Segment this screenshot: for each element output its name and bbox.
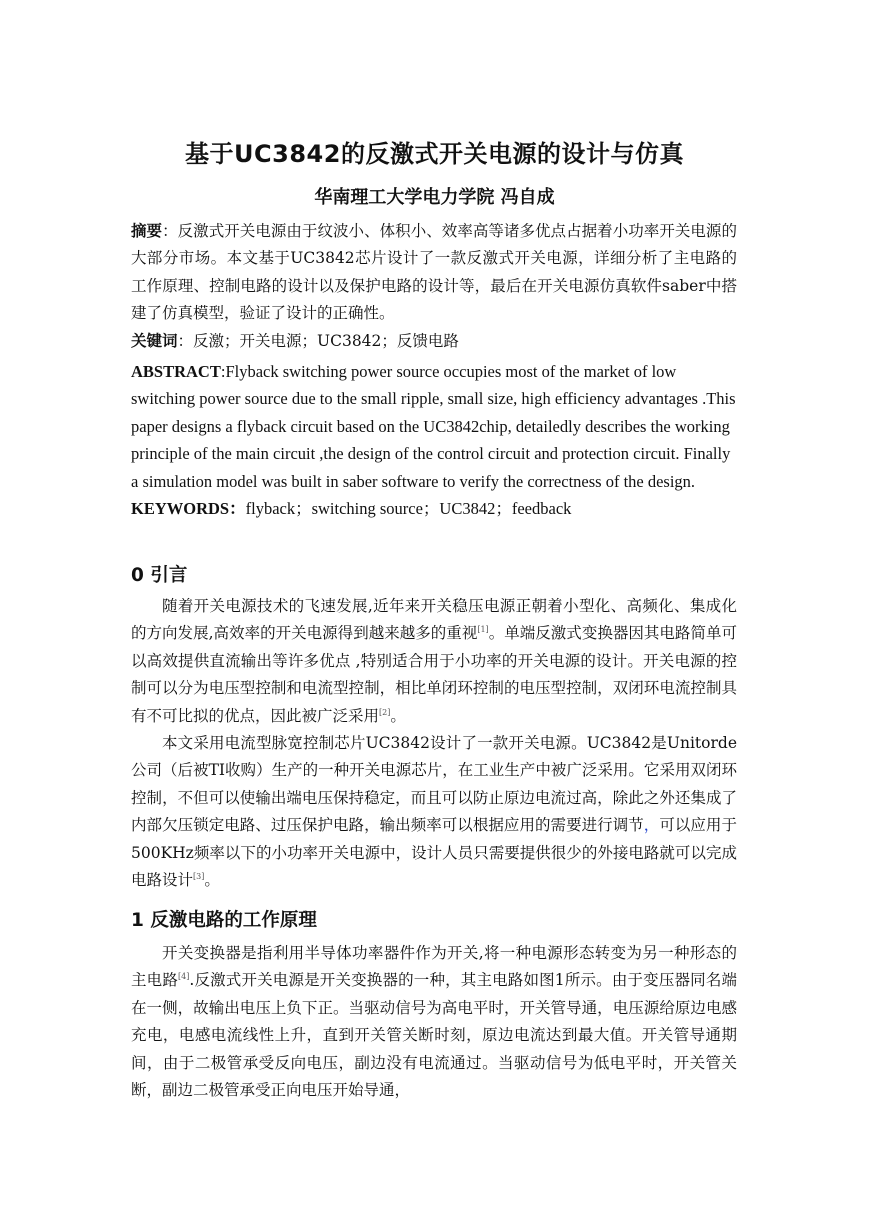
keywords-cn-colon: ：	[177, 331, 194, 350]
abstract-en-label: ABSTRACT	[131, 362, 221, 381]
section-0-p2-text-c: 。	[204, 871, 220, 890]
section-0-p1-text-a: 随着开关电源技术的飞速发展,近年来开关稳压电源正朝着小型化、高频化、集成化的方向发展,高效率的开关电源得到越来越多的重视	[131, 597, 737, 643]
section-0-p1-text-b: 。单端反激式变换器因其电路简单可以高效提供直流输出等许多优点 ,特别适合用于小功率的开关电源的设计。开关电源的控制可以分为电压型控制和电流型控制，相比单闭环控制的电压型控制，双闭环电流控制具有不可比拟的优点，因此被广泛采用	[131, 624, 737, 725]
abstract-cn-block	[131, 218, 737, 355]
keywords-en-label: KEYWORDS：	[131, 499, 246, 519]
abstract-en-text: :Flyback switching power source occupies most of the market of low switching power source due to the small ripple, small size, high efficiency advantages .This paper designs a flyback circuit based on the UC3842chip, detailedly describes the working principle of the main circuit ,the design of the control circuit and protection circuit. Finally a simulation model was built in saber software to verify the correctness of the design.	[131, 362, 736, 491]
section-0-p2-comma: ，	[643, 816, 660, 835]
citation-4: [4]	[178, 972, 190, 982]
section-1-heading: 1 反激电路的工作原理	[131, 910, 317, 931]
author-line: 华南理工大学电力学院 冯自成	[314, 187, 555, 208]
citation-1: [1]	[477, 625, 489, 635]
keywords-cn	[131, 328, 737, 355]
section-0-paragraph-1	[131, 593, 737, 730]
section-0-heading: 0 引言	[131, 565, 188, 586]
section-0-p2-text-b: 可以应用于500KHz频率以下的小功率开关电源中，设计人员只需要提供很少的外接电路就可以完成电路设计	[131, 816, 737, 890]
section-1-p1-text-a: 开关变换器是指利用半导体功率器件作为开关,将一种电源形态转变为另一种形态的主电路	[131, 944, 737, 990]
section-0-paragraph-2	[131, 730, 737, 894]
section-0-p2-text-a: 本文采用电流型脉宽控制芯片UC3842设计了一款开关电源。UC3842是Unitorde公司（后被TI收购）生产的一种开关电源芯片，在工业生产中被广泛采用。它采用双闭环控制，不但可以使输出端电压保持稳定，而且可以防止原边电流过高，除此之外还集成了内部欠压锁定电路、过压保护电路，输出频率可以根据应用的需要进行调节	[131, 734, 737, 835]
citation-2: [2]	[379, 707, 391, 717]
section-0-p1-text-c: 。	[390, 706, 406, 725]
citation-3: [3]	[193, 872, 205, 882]
abstract-en	[131, 358, 737, 495]
abstract-en-block	[131, 358, 737, 522]
keywords-cn-text: 反激；开关电源；UC3842；反馈电路	[193, 331, 459, 350]
keywords-cn-label: 关键词	[131, 331, 178, 350]
abstract-cn-colon: ：	[162, 222, 178, 240]
section-1	[131, 906, 737, 1104]
abstract-cn-label: 摘要	[131, 222, 163, 240]
section-0	[131, 561, 737, 894]
section-1-paragraph-1	[131, 940, 737, 1104]
keywords-en	[131, 495, 737, 522]
paper-title: 基于UC3842的反激式开关电源的设计与仿真	[185, 140, 684, 168]
section-1-p1-text-b: .反激式开关电源是开关变换器的一种，其主电路如图1所示。由于变压器同名端在一侧，故输出电压上负下正。当驱动信号为高电平时，开关管导通，电压源给原边电感充电，电感电流线性上升，直到开关管关断时刻，原边电流达到最大值。开关管导通期间，由于二极管承受反向电压，副边没有电流通过。当驱动信号为低电平时，开关管关断，副边二极管承受正向电压开始导通，	[131, 971, 737, 1100]
keywords-en-text: flyback；switching source；UC3842；feedback	[245, 499, 572, 519]
abstract-cn	[131, 218, 737, 328]
abstract-cn-text: 反激式开关电源由于纹波小、体积小、效率高等诸多优点占据着小功率开关电源的大部分市场。本文基于UC3842芯片设计了一款反激式开关电源，详细分析了主电路的工作原理、控制电路的设计以及保护电路的设计等，最后在开关电源仿真软件saber中搭建了仿真模型，验证了设计的正确性。	[131, 222, 737, 323]
